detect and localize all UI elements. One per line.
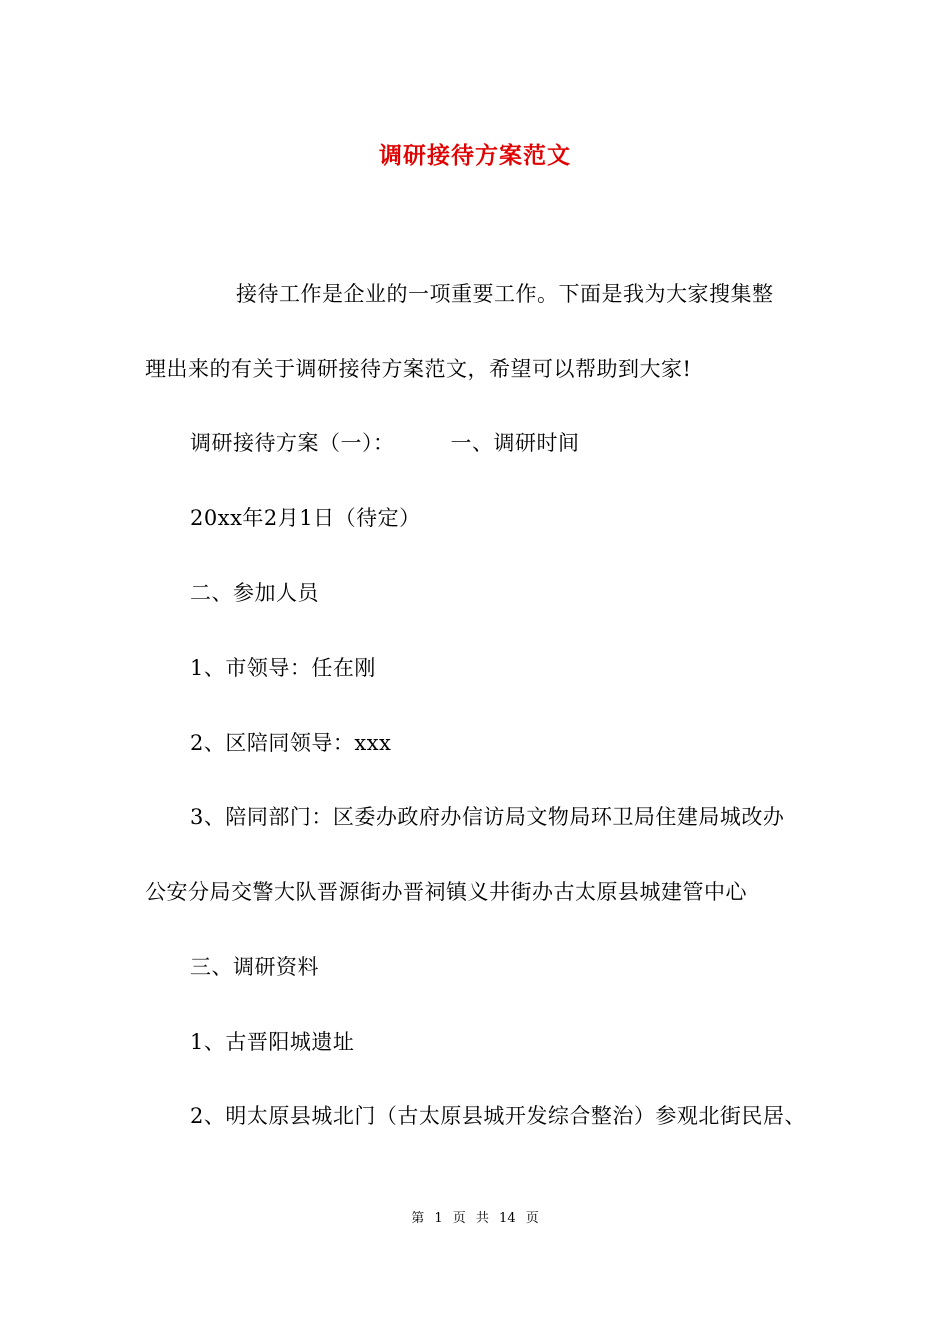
document-title: 调研接待方案范文 (379, 142, 571, 169)
paragraph-line: 3、陪同部门：区委办政府办信访局文物局环卫局住建局城改办 (190, 805, 785, 829)
paragraph-line-combined (190, 428, 580, 458)
page-number-footer: 第 1 页 共 14 页 (411, 1211, 539, 1226)
paragraph-line: 公安分局交警大队晋源街办晋祠镇义井街办古太原县城建管中心 (145, 880, 747, 904)
paragraph-line: 2、明太原县城北门（古太原县城开发综合整治）参观北街民居、 (190, 1104, 806, 1128)
paragraph-line: 20xx年2月1日（待定） (190, 506, 421, 530)
paragraph-line: 理出来的有关于调研接待方案范文，希望可以帮助到大家! (145, 357, 692, 381)
section-heading-participants: 二、参加人员 (190, 581, 319, 605)
section-heading-time: 一、调研时间 (450, 431, 580, 455)
paragraph-line: 2、区陪同领导：xxx (190, 731, 392, 755)
paragraph-line: 1、古晋阳城遗址 (190, 1030, 355, 1054)
plan-heading: 调研接待方案（一）： (190, 431, 395, 455)
paragraph-line: 接待工作是企业的一项重要工作。下面是我为大家搜集整 (236, 282, 774, 306)
section-heading-materials: 三、调研资料 (190, 955, 319, 979)
paragraph-line: 1、市领导：任在刚 (190, 656, 376, 680)
